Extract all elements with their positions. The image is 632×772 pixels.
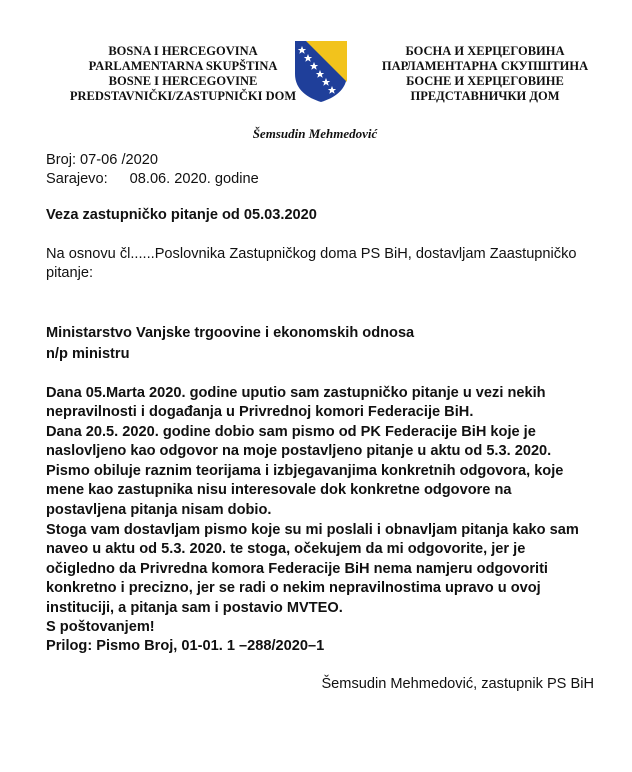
recipient-line: n/p ministru [46, 346, 130, 362]
letterhead-line: БОСНЕ И ХЕРЦЕГОВИНЕ [406, 74, 564, 88]
letterhead-line: PREDSTAVNIČKI/ZASTUPNIČKI DOM [69, 89, 297, 103]
body-line: Dana 20.5. 2020. godine dobio sam pismo od PK Federacije BiH koje je [46, 424, 536, 440]
signature-line: Šemsudin Mehmedović, zastupnik PS BiH [321, 676, 594, 692]
body-line: instituciji, a pitanja sam i postavio MVTEO. [46, 600, 343, 616]
attachment-line: Prilog: Pismo Broj, 01-01. 1 –288/2020–1 [46, 638, 325, 654]
body-line: konkretno i precizno, jer se radi o nekim nepravilnostima upravo u ovoj [46, 580, 541, 596]
place-date [46, 171, 259, 187]
date-value: 08.06. 2020. godine [129, 171, 259, 187]
recipient-line: Ministarstvo Vanjske trgoovine i ekonomskih odnosa [46, 325, 415, 341]
body-line: naveo u aktu od 5.3. 2020. te stoga, očekujem da mi odgovorite, jer je [46, 541, 526, 557]
body-line: nepravilnosti i događanja u Privrednoj komori Federacije BiH. [46, 404, 474, 420]
body-line: postavljena pitanja nisam dobio. [46, 502, 272, 518]
subject-line: Veza zastupničko pitanje od 05.03.2020 [46, 207, 317, 223]
reference-number: Broj: 07-06 /2020 [46, 152, 158, 168]
letterhead-line: PARLAMENTARNA SKUPŠTINA [88, 59, 278, 73]
body-line: Dana 05.Marta 2020. godine uputio sam zastupničko pitanje u vezi nekih [46, 385, 546, 401]
body-line: naslovljeno kao odgovor na moje postavljeno pitanje u aktu od 5.3. 2020. [46, 443, 552, 459]
body-line: Stoga vam dostavljam pismo koje su mi poslali i obnavljam pitanja kako sam [46, 522, 579, 538]
sender-name: Šemsudin Mehmedović [252, 126, 378, 141]
intro-line: pitanje: [46, 265, 94, 281]
letterhead-line: БОСНА И ХЕРЦЕГОВИНА [405, 44, 565, 58]
letterhead-line: BOSNE I HERCEGOVINE [108, 74, 258, 88]
closing-line: S poštovanjem! [46, 619, 155, 635]
place-label: Sarajevo: [46, 171, 108, 187]
letterhead-cyrillic [360, 44, 610, 104]
body-line: Pismo obiluje raznim teorijama i izbjegavanjima konkretnih odgovora, koje [46, 463, 564, 479]
letterhead-line: BOSNA I HERCEGOVINA [108, 44, 258, 58]
letterhead-line: ПРЕДСТАВНИЧКИ ДОМ [410, 89, 560, 103]
letterhead-latin [58, 44, 308, 104]
body-line: očigledno da Privredna komora Federacije BiH nema namjeru odgovoriti [46, 561, 548, 577]
bih-coat-of-arms-icon [292, 38, 350, 104]
intro-line: Na osnovu čl......Poslovnika Zastupničkog doma PS BiH, dostavljam Zaastupničko [46, 246, 577, 262]
body-line: mene kao zastupnika nisu interesovale dok konkretne odgovore na [46, 482, 512, 498]
letterhead-line: ПАРЛАМЕНТАРНА СКУПШТИНА [381, 59, 589, 73]
